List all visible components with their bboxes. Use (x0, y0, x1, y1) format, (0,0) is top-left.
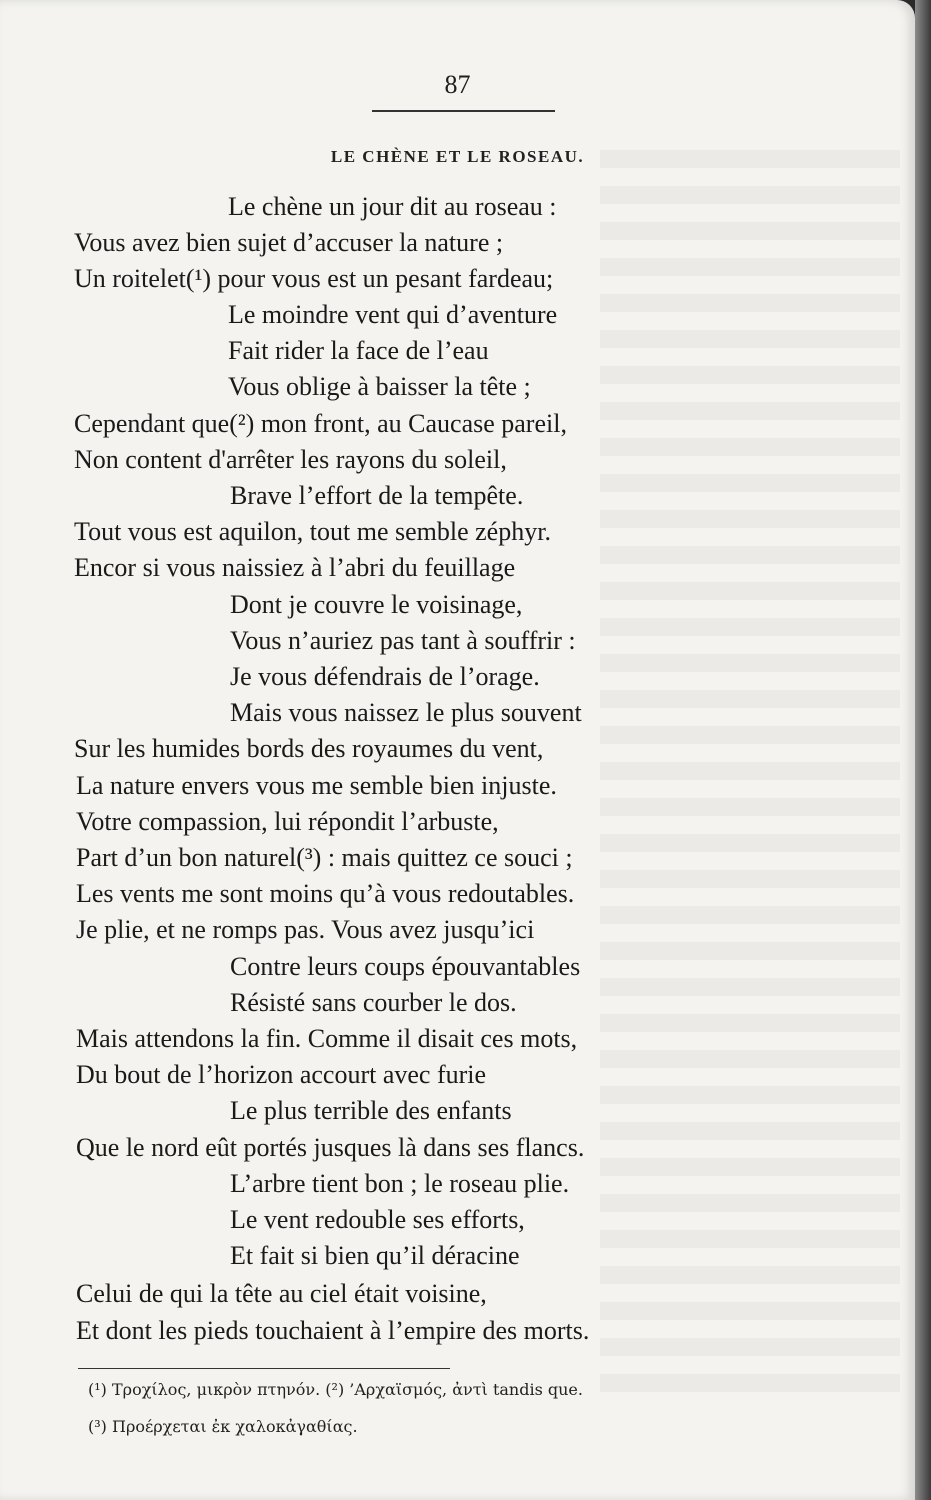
poem-line: Cependant que(²) mon front, au Caucase pareil, (74, 409, 567, 438)
poem-line: Je plie, et ne romps pas. Vous avez jusqu’ici (76, 915, 535, 944)
poem-line: Que le nord eût portés jusques là dans ses flancs. (76, 1133, 585, 1162)
poem-line: Votre compassion, lui répondit l’arbuste, (76, 807, 499, 836)
poem-line: La nature envers vous me semble bien injuste. (76, 771, 557, 800)
poem-line: Non content d'arrêter les rayons du soleil, (74, 445, 507, 474)
show-through-text (600, 150, 900, 1400)
poem-line: Vous oblige à baisser la tête ; (228, 372, 531, 401)
poem-line: Part d’un bon naturel(³) : mais quittez ce souci ; (76, 843, 573, 872)
poem-line: Mais vous naissez le plus souvent (230, 698, 582, 727)
poem-line: L’arbre tient bon ; le roseau plie. (230, 1169, 570, 1198)
poem-line: Et dont les pieds touchaient à l’empire des morts. (76, 1316, 590, 1345)
page-number: 87 (444, 70, 471, 99)
poem-line: Vous n’auriez pas tant à souffrir : (230, 626, 576, 655)
header-rule (372, 110, 555, 112)
poem-line: Le plus terrible des enfants (230, 1096, 512, 1125)
poem-line: Celui de qui la tête au ciel était voisine, (76, 1279, 487, 1308)
poem-line: Et fait si bien qu’il déracine (230, 1241, 520, 1270)
poem-line: Un roitelet(¹) pour vous est un pesant fardeau; (74, 264, 554, 293)
poem-line: Fait rider la face de l’eau (228, 336, 489, 365)
footnote-1-2: (¹) Τροχίλος, μικρὸν πτηνόν. (²) ’Αρχαϊσμός, ἀντὶ tandis que. (88, 1380, 583, 1399)
footnote-rule (78, 1368, 450, 1369)
poem-line: Sur les humides bords des royaumes du vent, (74, 734, 544, 763)
page-edge-shadow (915, 0, 931, 1500)
poem-line: Les vents me sont moins qu’à vous redoutables. (76, 879, 575, 908)
poem-line: Résisté sans courber le dos. (230, 988, 517, 1017)
poem-line: Brave l’effort de la tempête. (230, 481, 524, 510)
poem-line: Du bout de l’horizon accourt avec furie (76, 1060, 487, 1089)
poem-line: Je vous défendrais de l’orage. (230, 662, 540, 691)
poem-title: LE CHÈNE ET LE ROSEAU. (330, 147, 585, 166)
poem-line: Contre leurs coups épouvantables (230, 952, 581, 981)
poem-line: Le chène un jour dit au roseau : (228, 192, 557, 221)
poem-line: Le moindre vent qui d’aventure (228, 300, 558, 329)
poem-line: Mais attendons la fin. Comme il disait ces mots, (76, 1024, 578, 1053)
poem-line: Dont je couvre le voisinage, (230, 590, 523, 619)
footnote-3: (³) Προέρχεται ἐκ χαλοκἀγαθίας. (88, 1417, 358, 1436)
poem-line: Le vent redouble ses efforts, (230, 1205, 525, 1234)
poem-line: Tout vous est aquilon, tout me semble zéphyr. (74, 517, 551, 546)
poem-line: Encor si vous naissiez à l’abri du feuillage (74, 553, 516, 582)
poem-line: Vous avez bien sujet d’accuser la nature ; (74, 228, 504, 257)
